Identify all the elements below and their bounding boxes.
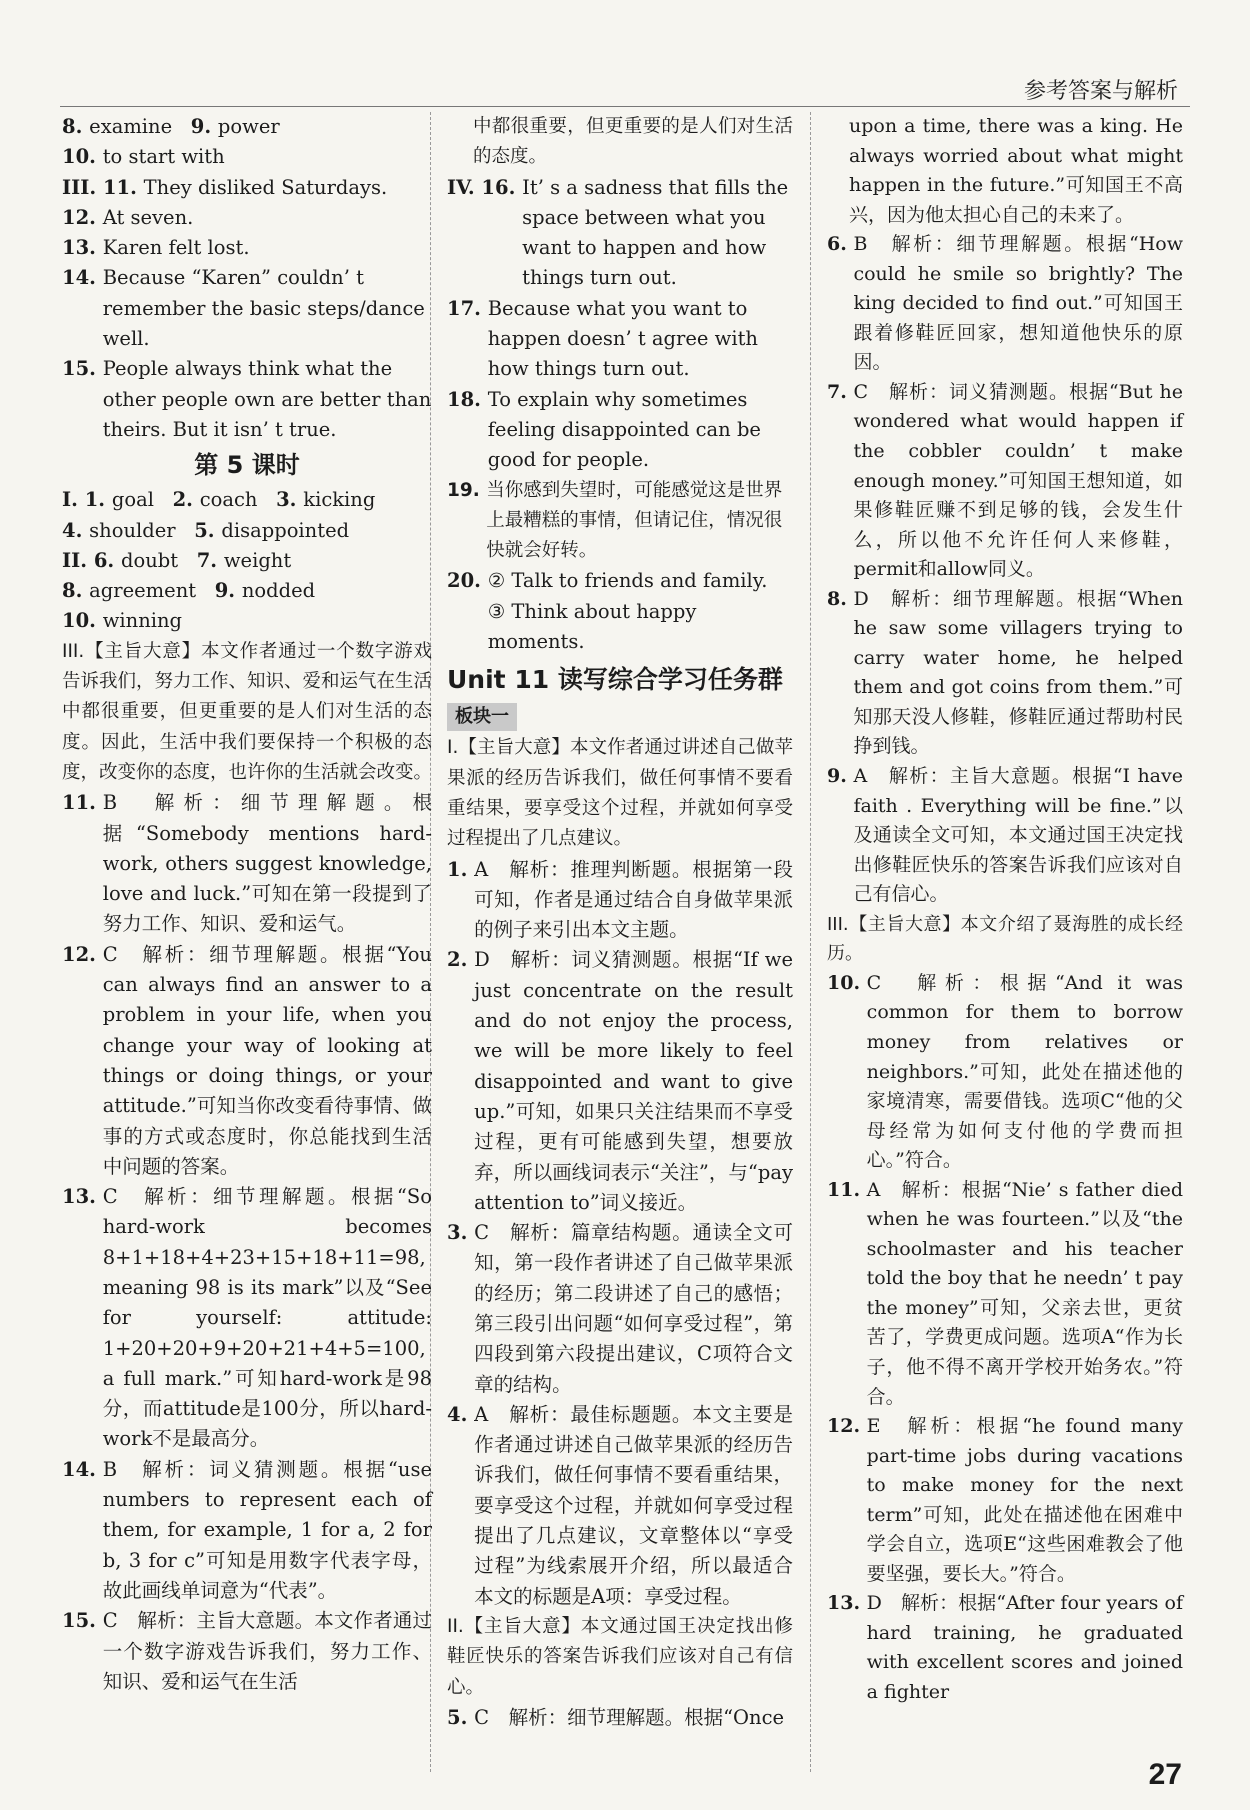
answer-line: I. 1. goal 2. coach 3. kicking <box>62 488 376 512</box>
answer-explanation: 9. A 解析：主旨大意题。根据“I have faith . Everything will be fine.”以及通读全文可知，本文通过国王决定找出修鞋匠快乐的答案告诉我们应该对自己有信心。 <box>827 765 1183 906</box>
answer-explanation: 12. C 解析：细节理解题。根据“You can always find an answer to a problem in your life, when you change your way of looking at things or doing things, or your attitude.”可知当你改变看待事情、做事的方式或态度时，你总能找到生活中问题的答案。 <box>62 942 432 1178</box>
answer-item: 17. Because what you want to happen doesn’ t agree with how things turn out. <box>447 296 758 381</box>
answer-line: II. 6. doubt 7. weight <box>62 548 292 572</box>
answer-item: 13. Karen felt lost. <box>62 236 250 260</box>
section-tag: 板块一 <box>447 703 517 731</box>
answer-explanation: 11. A 解析：根据“Nie’ s father died when he was fourteen.”以及“the schoolmaster and his teacher told the boy that he needn’ t pay the money”可知，父亲去世，更贫苦了，学费更成问题。选项A“作为长子，他不得不离开学校开始务农。”符合。 <box>827 1178 1183 1408</box>
answer-item: 14. Because “Karen” couldn’ t remember the basic steps/dance well. <box>62 266 425 351</box>
page-number: 27 <box>1148 1758 1182 1791</box>
main-idea: III.【主旨大意】本文作者通过一个数字游戏告诉我们，努力工作、知识、爱和运气在生活中都很重要，但更重要的是人们对生活的态度。因此，生活中我们要保持一个积极的态度，改变你的态度，也许你的生活就会改变。 <box>62 640 433 783</box>
answer-line: 4. shoulder 5. disappointed <box>62 518 350 542</box>
continued-text: 中都很重要，但更重要的是人们对生活的态度。 <box>473 116 793 168</box>
answer-item: 19. 当你感到失望时，可能感觉这是世界上最糟糕的事情，但请记住，情况很快就会好转。 <box>447 479 783 562</box>
answer-line: 8. examine 9. power <box>62 115 280 138</box>
answer-item: 20. ② Talk to friends and family. ③ Think about happy moments. <box>447 569 768 654</box>
answer-explanation: 2. D 解析：词义猜测题。根据“If we just concentrate on the result and do not enjoy the process, we will be more likely to feel disappointed and want to give up.”可知，如果只关注结果而不享受过程，更有可能感到失望，想要放弃，所以画线词表示“关注”，与“pay attention to”词义接近。 <box>447 948 793 1214</box>
continued-text: upon a time, there was a king. He always worried about what might happen in the future.”可知国王不高兴，因为他太担心自己的未来了。 <box>849 115 1183 226</box>
page-header-title: 参考答案与解析 <box>1023 79 1178 104</box>
answer-explanation: 11. B 解析：细节理解题。根据“Somebody mentions hard-work, others suggest knowledge, love and luck.”可知在第一段提到了努力工作、知识、爱和运气。 <box>62 791 432 936</box>
lesson-title: 第 5 课时 <box>194 451 300 480</box>
answer-explanation: 15. C 解析：主旨大意题。本文作者通过一个数字游戏告诉我们，努力工作、知识、爱和运气在生活 <box>62 1609 432 1693</box>
answer-explanation: 1. A 解析：推理判断题。根据第一段可知，作者是通过结合自身做苹果派的例子来引出本文主题。 <box>447 857 793 942</box>
answer-explanation: 14. B 解析：词义猜测题。根据“use numbers to represent each of them, for example, 1 for a, 2 for b, 3 for c”可知是用数字代表字母，故此画线单词意为“代表”。 <box>62 1457 432 1602</box>
answer-explanation: 10. C 解析：根据“And it was common for them to borrow money from relatives or neighbors.”可知，此处在描述他的家境清寒，需要借钱。选项C“他的父母经常为如何支付他的学费而担心。”符合。 <box>827 971 1183 1172</box>
answer-line: 10. to start with <box>62 145 225 169</box>
answer-explanation: 6. B 解析：细节理解题。根据“How could he smile so brightly? The king decided to find out.”可知国王跟着修鞋匠回家，想知道他快乐的原因。 <box>827 233 1183 374</box>
answer-explanation: 12. E 解析：根据“he found many part-time jobs during vacations to make money for the next term”可知，此处在描述他在困难中学会自立，选项E“这些困难教会了他要坚强，要长大。”符合。 <box>827 1415 1183 1585</box>
answer-item: 15. People always think what the other people own are better than theirs. But it isn’ t true. <box>62 357 432 441</box>
answer-item: 18. To explain why sometimes feeling disappointed can be good for people. <box>447 387 761 472</box>
answer-explanation: 13. D 解析：根据“After four years of hard training, he graduated with excellent scores and joined a fighter <box>827 1592 1183 1703</box>
answer-explanation: 13. C 解析：细节理解题。根据“So hard-work becomes 8+1+18+4+23+15+18+11=98, meaning 98 is its mark”以及“See for yourself: attitude: 1+20+20+9+20+21+4+5=100, a full mark.”可知hard-work是98分，而attitude是100分，所以hard-work不是最高分。 <box>62 1185 432 1451</box>
header-divider <box>60 106 1190 107</box>
unit-title: Unit 11 读写综合学习任务群 <box>447 665 783 695</box>
answer-item: III. 11. They disliked Saturdays. <box>62 175 388 199</box>
answer-explanation: 3. C 解析：篇章结构题。通读全文可知，第一段作者讲述了自己做苹果派的经历；第二段讲述了自己的感悟；第三段引出问题“如何享受过程”，第四段到第六段提出建议，C项符合文章的结构。 <box>447 1221 793 1396</box>
answer-explanation: 8. D 解析：细节理解题。根据“When he saw some villagers trying to carry water home, he helped them and got coins from them.”可知那天没人修鞋，修鞋匠通过帮助村民挣到钱。 <box>827 587 1183 758</box>
main-idea: II.【主旨大意】本文通过国王决定找出修鞋匠快乐的答案告诉我们应该对自己有信心。 <box>447 1615 793 1698</box>
main-idea: I.【主旨大意】本文作者通过讲述自己做苹果派的经历告诉我们，做任何事情不要看重结果，要享受这个过程，并就如何享受过程提出了几点建议。 <box>447 737 793 850</box>
answer-explanation: 7. C 解析：词义猜测题。根据“But he wondered what would happen if the cobbler couldn’ t make enough money.”可知国王想知道，如果修鞋匠赚不到足够的钱，会发生什么，所以他不允许任何人来修鞋，permit和allow同义。 <box>827 380 1183 581</box>
answer-line: 10. winning <box>62 609 183 633</box>
answer-item: IV. 16. It’ s a sadness that fills the space between what you want to happen and how things turn out. <box>447 175 789 290</box>
answer-item: 12. At seven. <box>62 205 194 229</box>
answer-explanation: 5. C 解析：细节理解题。根据“Once <box>447 1705 785 1729</box>
answer-column-3 <box>827 112 1183 1708</box>
main-idea: III.【主旨大意】本文介绍了聂海胜的成长经历。 <box>827 913 1183 965</box>
answer-explanation: 4. A 解析：最佳标题题。本文主要是作者通过讲述自己做苹果派的经历告诉我们，做任何事情不要看重结果，要享受这个过程，并就如何享受过程提出了几点建议，文章整体以“享受过程”为线索展开介绍，所以最适合本文的标题是A项：享受过程。 <box>447 1402 793 1608</box>
answer-column-2 <box>447 112 793 1733</box>
column-divider <box>810 112 811 1772</box>
answer-column-1 <box>62 112 432 1697</box>
answer-line: 8. agreement 9. nodded <box>62 579 316 603</box>
